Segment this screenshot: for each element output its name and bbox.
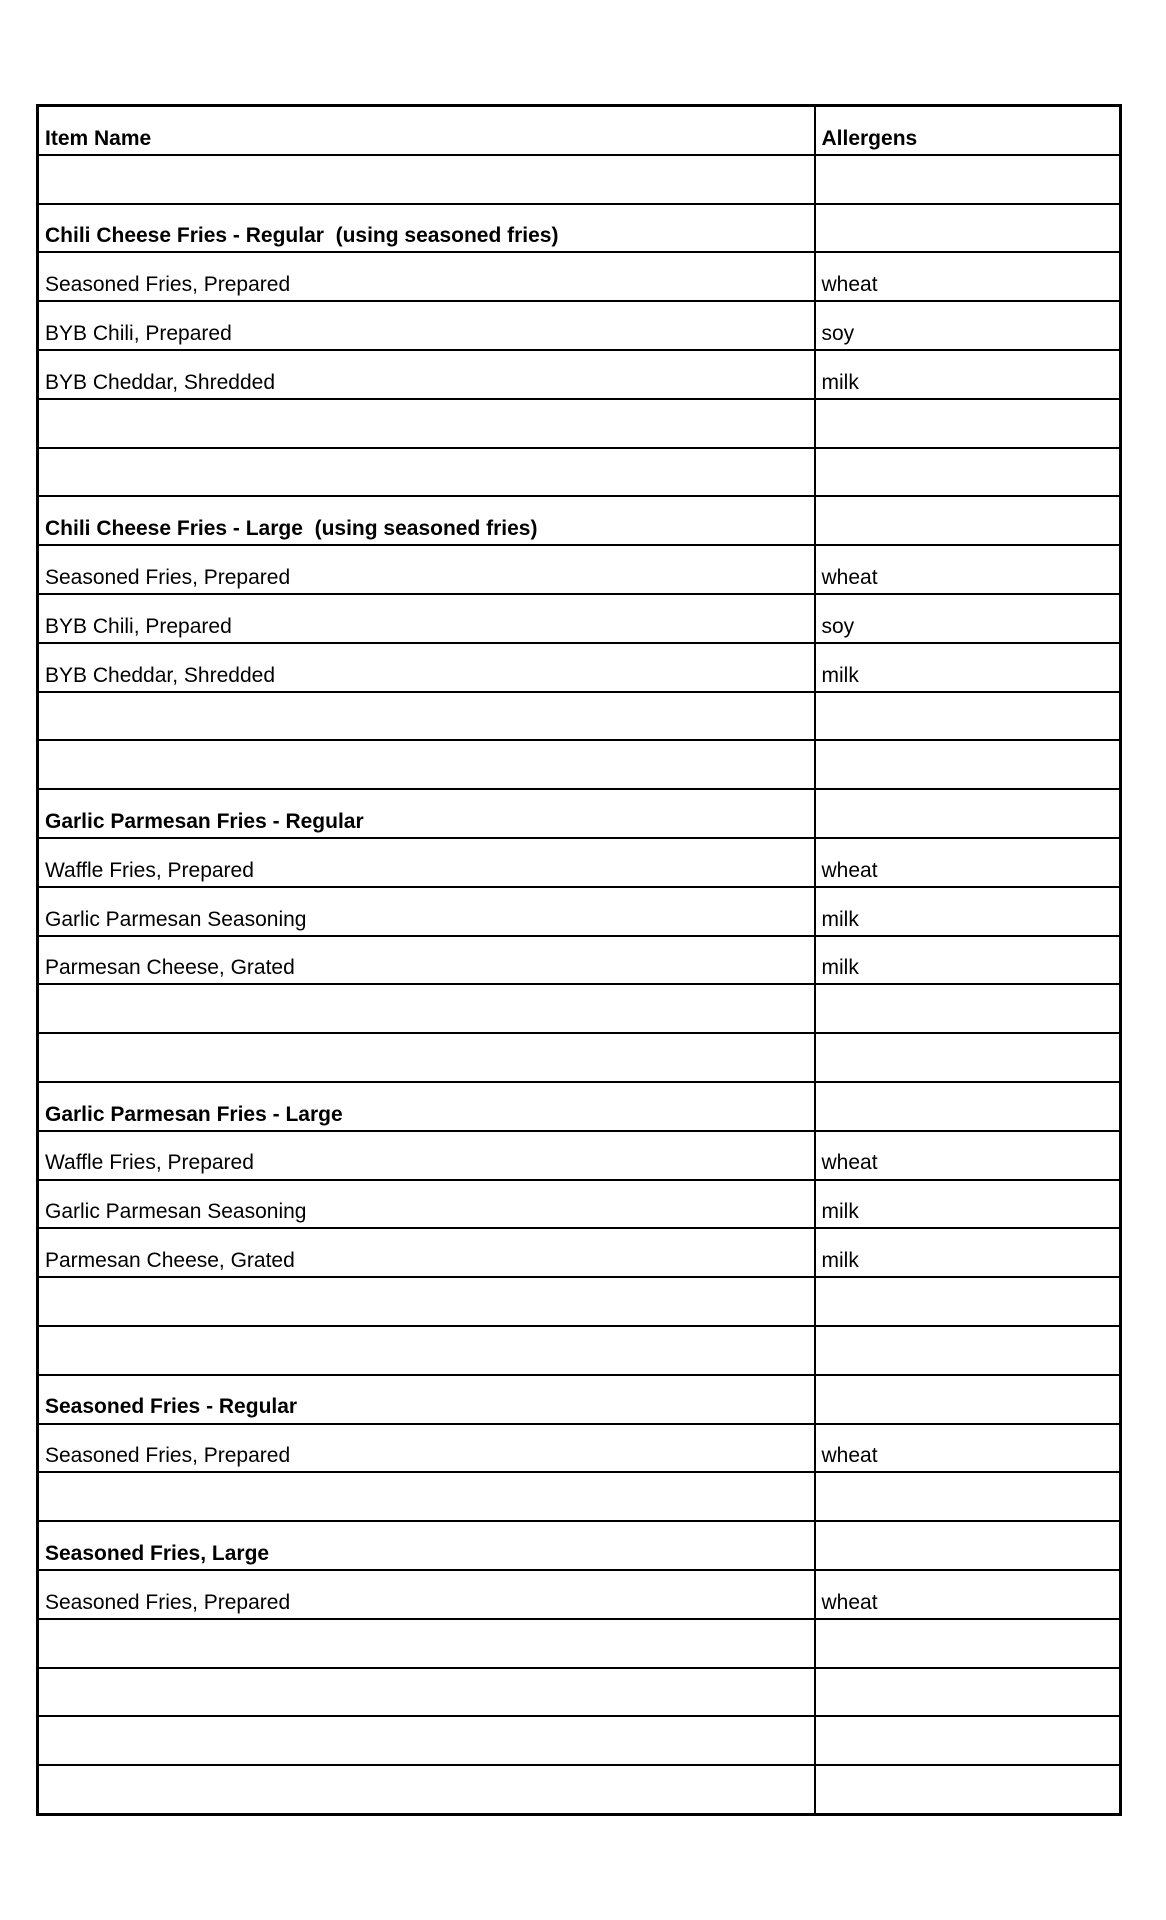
item-name-cell: BYB Cheddar, Shredded: [38, 643, 815, 692]
allergen-cell: [815, 1082, 1121, 1131]
empty-row: [38, 155, 1121, 204]
allergen-cell: [815, 1375, 1121, 1424]
section-row: [38, 1375, 1121, 1424]
item-name-cell: [38, 448, 815, 497]
section-row: [38, 1521, 1121, 1570]
section-row: [38, 204, 1121, 253]
allergen-cell: milk: [815, 1228, 1121, 1277]
allergen-cell: [815, 448, 1121, 497]
allergen-cell: [815, 1619, 1121, 1668]
allergen-cell: [815, 740, 1121, 789]
column-header-allergens: Allergens: [815, 106, 1121, 155]
item-name-cell: Seasoned Fries, Prepared: [38, 1570, 815, 1619]
allergen-cell: [815, 399, 1121, 448]
empty-row: [38, 692, 1121, 741]
empty-row: [38, 448, 1121, 497]
item-name-cell: Seasoned Fries - Regular: [38, 1375, 815, 1424]
empty-row: [38, 1668, 1121, 1717]
item-name-cell: BYB Chili, Prepared: [38, 301, 815, 350]
allergen-cell: [815, 1668, 1121, 1717]
item-name-cell: Seasoned Fries, Prepared: [38, 1424, 815, 1473]
item-name-cell: Garlic Parmesan Fries - Regular: [38, 789, 815, 838]
allergen-cell: [815, 1765, 1121, 1814]
allergen-cell: [815, 496, 1121, 545]
allergen-cell: [815, 1033, 1121, 1082]
allergen-cell: wheat: [815, 545, 1121, 594]
allergen-cell: milk: [815, 350, 1121, 399]
item-row: [38, 1180, 1121, 1229]
column-header-item-name: Item Name: [38, 106, 815, 155]
empty-row: [38, 984, 1121, 1033]
item-name-cell: [38, 1668, 815, 1717]
item-name-cell: [38, 1326, 815, 1375]
item-name-cell: BYB Cheddar, Shredded: [38, 350, 815, 399]
item-name-cell: Chili Cheese Fries - Large (using seasoned fries): [38, 496, 815, 545]
item-name-cell: [38, 1619, 815, 1668]
allergen-cell: wheat: [815, 1131, 1121, 1180]
item-row: [38, 545, 1121, 594]
item-name-cell: BYB Chili, Prepared: [38, 594, 815, 643]
section-row: [38, 496, 1121, 545]
allergen-cell: [815, 1277, 1121, 1326]
allergen-cell: [815, 1716, 1121, 1765]
allergen-cell: [815, 789, 1121, 838]
allergen-cell: [815, 1472, 1121, 1521]
allergen-table: [36, 104, 1122, 1816]
allergen-cell: wheat: [815, 1570, 1121, 1619]
item-row: [38, 887, 1121, 936]
item-name-cell: Garlic Parmesan Seasoning: [38, 887, 815, 936]
item-name-cell: [38, 1033, 815, 1082]
item-row: [38, 301, 1121, 350]
empty-row: [38, 1716, 1121, 1765]
item-name-cell: [38, 1716, 815, 1765]
section-row: [38, 789, 1121, 838]
item-name-cell: [38, 155, 815, 204]
item-name-cell: Seasoned Fries, Large: [38, 1521, 815, 1570]
item-row: [38, 1131, 1121, 1180]
section-row: [38, 1082, 1121, 1131]
item-name-cell: [38, 692, 815, 741]
item-name-cell: Parmesan Cheese, Grated: [38, 936, 815, 985]
empty-row: [38, 1619, 1121, 1668]
allergen-cell: [815, 692, 1121, 741]
item-name-cell: Parmesan Cheese, Grated: [38, 1228, 815, 1277]
allergen-cell: [815, 155, 1121, 204]
empty-row: [38, 1765, 1121, 1814]
item-name-cell: Chili Cheese Fries - Regular (using seasoned fries): [38, 204, 815, 253]
allergen-cell: milk: [815, 936, 1121, 985]
item-name-cell: Waffle Fries, Prepared: [38, 838, 815, 887]
header-row: [38, 106, 1121, 155]
item-name-cell: [38, 399, 815, 448]
empty-row: [38, 1326, 1121, 1375]
allergen-cell: [815, 984, 1121, 1033]
empty-row: [38, 740, 1121, 789]
item-name-cell: Seasoned Fries, Prepared: [38, 252, 815, 301]
item-row: [38, 350, 1121, 399]
allergen-cell: milk: [815, 1180, 1121, 1229]
item-row: [38, 936, 1121, 985]
item-name-cell: Waffle Fries, Prepared: [38, 1131, 815, 1180]
empty-row: [38, 1277, 1121, 1326]
item-name-cell: Seasoned Fries, Prepared: [38, 545, 815, 594]
item-row: [38, 1424, 1121, 1473]
item-name-cell: Garlic Parmesan Seasoning: [38, 1180, 815, 1229]
empty-row: [38, 1033, 1121, 1082]
item-name-cell: [38, 1765, 815, 1814]
empty-row: [38, 1472, 1121, 1521]
item-row: [38, 838, 1121, 887]
allergen-cell: milk: [815, 887, 1121, 936]
allergen-cell: soy: [815, 594, 1121, 643]
item-row: [38, 252, 1121, 301]
item-row: [38, 643, 1121, 692]
item-name-cell: [38, 1277, 815, 1326]
allergen-cell: [815, 1326, 1121, 1375]
document-sheet: [36, 104, 1122, 1816]
item-name-cell: Garlic Parmesan Fries - Large: [38, 1082, 815, 1131]
item-row: [38, 594, 1121, 643]
allergen-cell: milk: [815, 643, 1121, 692]
allergen-table-body: [38, 155, 1121, 1815]
allergen-cell: [815, 204, 1121, 253]
allergen-cell: [815, 1521, 1121, 1570]
item-name-cell: [38, 984, 815, 1033]
allergen-cell: soy: [815, 301, 1121, 350]
empty-row: [38, 399, 1121, 448]
item-name-cell: [38, 1472, 815, 1521]
allergen-cell: wheat: [815, 252, 1121, 301]
item-row: [38, 1228, 1121, 1277]
allergen-cell: wheat: [815, 1424, 1121, 1473]
allergen-cell: wheat: [815, 838, 1121, 887]
item-row: [38, 1570, 1121, 1619]
item-name-cell: [38, 740, 815, 789]
